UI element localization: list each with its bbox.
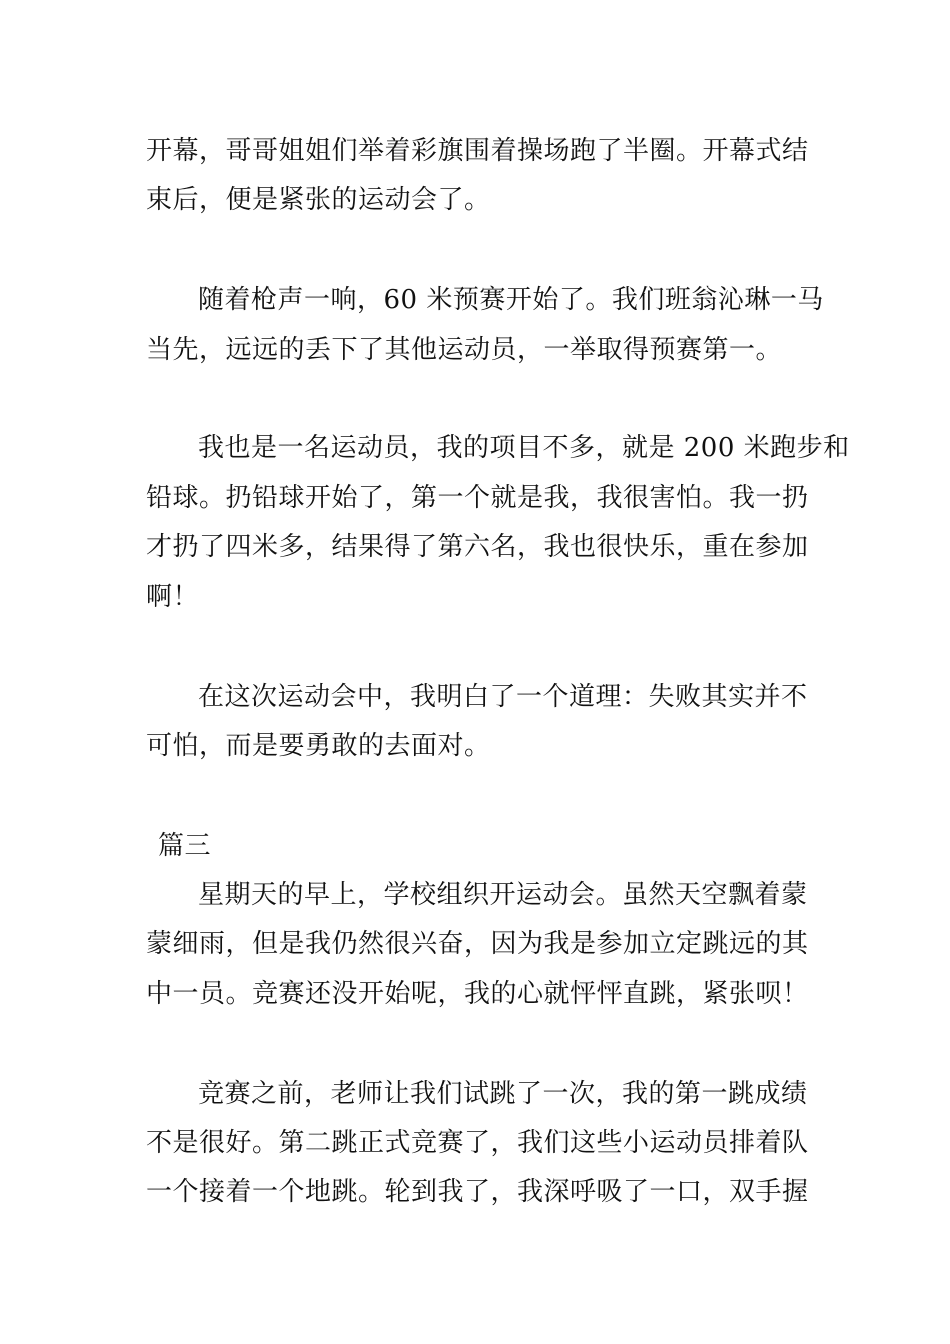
paragraph-2-line-1: 随着枪声一响，60 米预赛开始了。我们班翁沁琳一马 [198,285,824,315]
paragraph-1-line-2: 束后，便是紧张的运动会了。 [146,185,491,215]
paragraph-4-line-2: 可怕，而是要勇敢的去面对。 [146,731,491,761]
section-paragraph-2-line-2: 不是很好。第二跳正式竞赛了，我们这些小运动员排着队 [146,1128,809,1158]
paragraph-3-line-2: 铅球。扔铅球开始了，第一个就是我，我很害怕。我一扔 [146,483,809,513]
section-paragraph-1-line-1: 星期天的早上，学校组织开运动会。虽然天空飘着蒙 [198,880,808,910]
section-paragraph-2-line-3: 一个接着一个地跳。轮到我了，我深呼吸了一口，双手握 [146,1177,809,1207]
section-heading: 篇三 [158,831,212,861]
section-paragraph-1-line-3: 中一员。竞赛还没开始呢，我的心就怦怦直跳，紧张呗！ [146,979,809,1009]
paragraph-1-line-1: 开幕，哥哥姐姐们举着彩旗围着操场跑了半圈。开幕式结 [146,136,809,166]
paragraph-3-line-3: 才扔了四米多，结果得了第六名，我也很快乐，重在参加 [146,532,809,562]
paragraph-4-line-1: 在这次运动会中，我明白了一个道理：失败其实并不 [198,682,808,712]
paragraph-2-line-2: 当先，远远的丢下了其他运动员，一举取得预赛第一。 [146,335,783,365]
paragraph-3-line-1: 我也是一名运动员，我的项目不多，就是 200 米跑步和 [198,433,850,463]
section-paragraph-1-line-2: 蒙细雨，但是我仍然很兴奋，因为我是参加立定跳远的其 [146,929,809,959]
section-paragraph-2-line-1: 竞赛之前，老师让我们试跳了一次，我的第一跳成绩 [198,1079,808,1109]
paragraph-3-line-4: 啊！ [146,582,200,612]
